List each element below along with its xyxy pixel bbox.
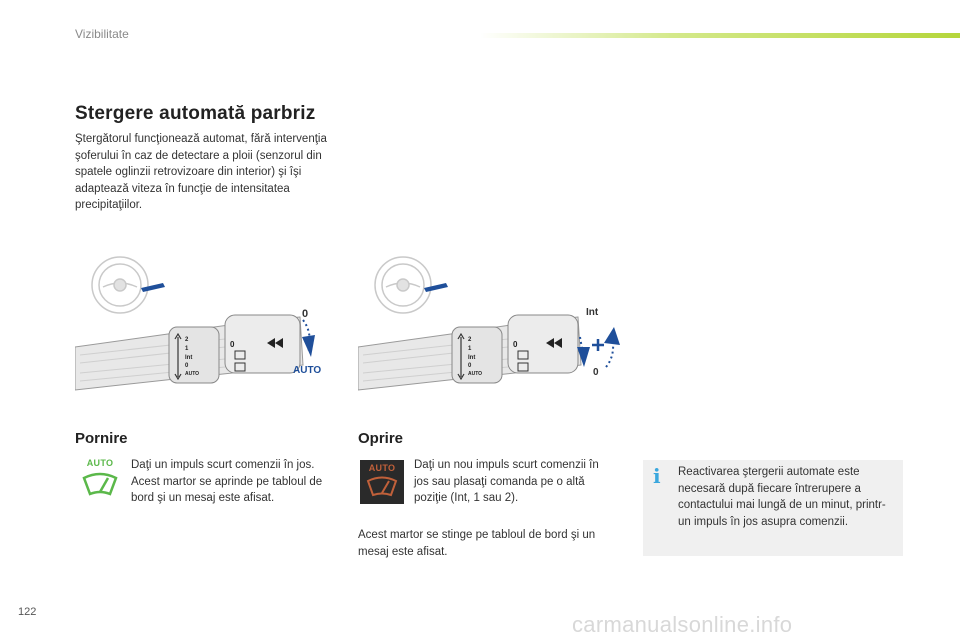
stalk-pos-2: 2 [468, 337, 472, 343]
svg-text:0: 0 [230, 340, 235, 349]
pornire-text: Daţi un impuls scurt comenzii în jos. Acest martor se aprinde pe tabloul de bord şi un mesaj este afisat. [131, 459, 323, 504]
oprire-text-2: Acest martor se stinge pe tabloul de bord şi un mesaj este afisat. [358, 529, 596, 558]
pornire-heading: Pornire [75, 430, 128, 447]
header-accent-line [480, 33, 960, 38]
stalk-pos-auto: AUTO [468, 371, 483, 377]
wiper-stalk-illustration-off [358, 255, 628, 395]
intro-text: Ştergătorul funcţionează automat, fără intervenţia şoferului în caz de detectare a ploii (senzorul din spatele oglinzii retrovizoare din interior) şi îşi adaptează viteza în funcţie de intensitatea precipitaţiilor. [75, 133, 327, 211]
oprire-heading: Oprire [358, 430, 404, 447]
stalk-pointer-icon [424, 283, 448, 292]
stalk-pos-0: 0 [185, 363, 189, 369]
stalk-pos-0: 0 [468, 363, 472, 369]
stalk-pointer-icon [141, 283, 165, 292]
label-int: Int [586, 307, 599, 318]
section-label: Vizibilitate [75, 27, 129, 41]
info-icon: i [653, 464, 661, 488]
wiper-stalk-icon [358, 315, 581, 390]
wiper-stalk-illustration-auto [75, 255, 335, 395]
plus-icon [592, 339, 604, 351]
arrow-down-icon [302, 320, 315, 357]
watermark: carmanualsonline.info [572, 612, 793, 637]
steering-wheel-icon [92, 257, 148, 313]
auto-wiper-indicator-green [78, 458, 122, 508]
label-auto: AUTO [293, 365, 322, 376]
stalk-pos-2: 2 [185, 337, 189, 343]
label-0: 0 [302, 308, 309, 320]
auto-label: AUTO [368, 463, 396, 473]
steering-wheel-icon [375, 257, 431, 313]
auto-wiper-indicator-off [360, 460, 404, 504]
page-number: 122 [18, 606, 37, 618]
oprire-text: Daţi un nou impuls scurt comenzii în jos sau plasaţi comanda pe o altă poziţie (Int, 1 sau 2). [414, 459, 599, 504]
stalk-pos-int: Int [185, 355, 193, 361]
windshield-wiper-icon [360, 473, 404, 503]
stalk-pos-1: 1 [185, 346, 189, 352]
arrow-up-icon [604, 327, 620, 367]
stalk-pos-auto: AUTO [185, 371, 200, 377]
info-text: Reactivarea ştergerii automate este necesară după fiecare întrerupere a contactului mai lungă de un minut, printr-un impuls în jos asupra comenzii. [678, 466, 886, 528]
page-title: Stergere automată parbriz [75, 103, 316, 124]
stalk-pos-int: Int [468, 355, 476, 361]
label-0: 0 [593, 367, 599, 378]
auto-label: AUTO [86, 458, 114, 468]
svg-text:0: 0 [513, 340, 518, 349]
windshield-wiper-icon [78, 468, 122, 502]
wiper-stalk-icon [75, 315, 303, 390]
stalk-pos-1: 1 [468, 346, 472, 352]
